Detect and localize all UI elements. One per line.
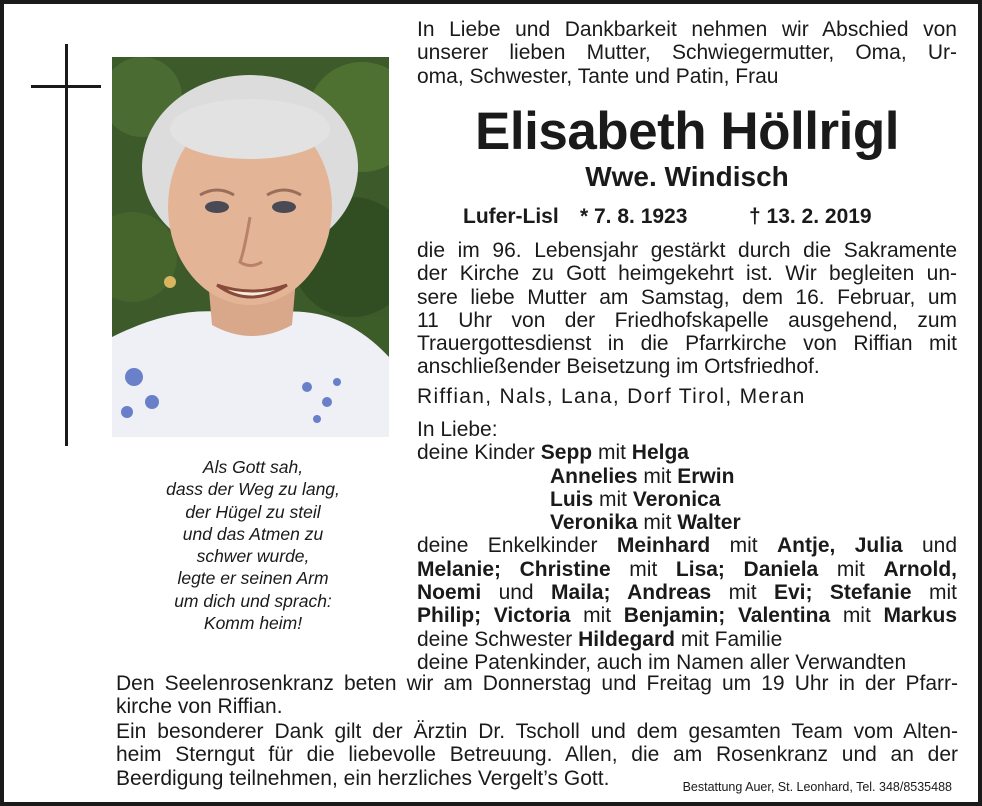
poem-line: und das Atmen zu [182, 523, 324, 544]
connector: mit [728, 581, 757, 605]
poem-line: schwer wurde, [196, 546, 310, 567]
body-line: sere liebe Mutter am Samstag, dem 16. Februar, um [417, 285, 957, 309]
partner-name: Veronica [632, 487, 721, 511]
connector: mit [643, 464, 672, 488]
kinder-row [417, 465, 957, 488]
connector: mit [597, 441, 626, 465]
grandchild-name: Noemi [417, 581, 482, 605]
kinder-row [417, 441, 957, 464]
enkel-row [417, 534, 957, 557]
mourners-list [417, 418, 957, 674]
paten-row: deine Patenkinder, auch im Namen aller Verwandten [417, 650, 907, 674]
rosenkranz-line: kirche von Riffian. [116, 695, 283, 719]
poem-line: dass der Weg zu lang, [166, 479, 340, 500]
child-name: Sepp [540, 441, 593, 465]
child-name: Veronika [550, 511, 638, 535]
partner-name: Walter [677, 511, 741, 535]
partner-name: Erwin [677, 464, 735, 488]
thanks-line: heim Sterngut für die liebevolle Betreuung. Allen, die am Rosenkranz und an der [116, 743, 958, 767]
in-liebe-heading: In Liebe: [417, 418, 498, 441]
death-date: † 13. 2. 2019 [749, 205, 872, 228]
sister-name: Hildegard [578, 627, 675, 651]
grandchild-name: Philip; Victoria [417, 604, 571, 628]
poem-line: der Hügel zu steil [185, 501, 321, 522]
portrait-illustration [112, 57, 389, 437]
connector: und [498, 581, 534, 605]
places: Riffian, Nals, Lana, Dorf Tirol, Meran [417, 385, 806, 408]
connector: mit [729, 534, 758, 558]
connector: mit [643, 511, 672, 535]
enkel-row [417, 558, 957, 581]
thanks-line: Beerdigung teilnehmen, ein herzliches Vergelt’s Gott. [116, 766, 610, 790]
enkel-prefix: deine Enkelkinder [417, 534, 598, 558]
rosenkranz-line: Den Seelenrosenkranz beten wir am Donnerstag und Freitag um 19 Uhr in der Pfarr- [116, 672, 958, 695]
enkel-row [417, 581, 957, 604]
rosenkranz-text [116, 672, 958, 719]
child-name: Annelies [550, 464, 638, 488]
grandchild-name: Melanie; Christine [417, 557, 611, 581]
body-line: der Kirche zu Gott heimgekehrt ist. Wir begleiten un- [417, 262, 957, 286]
birth-date: * 7. 8. 1923 [580, 205, 688, 228]
partner-name: Antje, Julia [777, 534, 903, 558]
body-line: Trauergottesdienst in die Pfarrkirche von Riffian mit [417, 332, 957, 356]
connector: und [921, 534, 958, 558]
body-line: anschließender Beisetzung im Ortsfriedhof. [417, 355, 820, 379]
schwester-row [417, 628, 957, 651]
thanks-line: Ein besonderer Dank gilt der Ärztin Dr. Tscholl und dem gesamten Team vom Alten- [116, 720, 958, 743]
enkel-row [417, 604, 957, 627]
deceased-subname: Wwe. Windisch [585, 161, 789, 192]
intro-line: In Liebe und Dankbarkeit nehmen wir Abschied von [417, 18, 957, 41]
kinder-row [417, 511, 957, 534]
kinder-prefix: deine Kinder [417, 441, 535, 465]
grandchild-name: Meinhard [616, 534, 711, 558]
partner-name: Arnold, [883, 557, 957, 581]
partner-name: Markus [883, 604, 957, 628]
grandchild-name: Lisa; Daniela [675, 557, 819, 581]
child-name: Luis [550, 487, 594, 511]
cross-icon-bar [31, 85, 101, 88]
intro-line: unserer lieben Mutter, Schwiegermutter, Oma, Ur- [417, 41, 957, 65]
connector: mit [836, 557, 865, 581]
schwester-suffix: mit Familie [680, 627, 783, 651]
grandchild-name: Evi; Stefanie [773, 581, 912, 605]
poem-line: um dich und sprach: [174, 590, 332, 611]
poem-line: Als Gott sah, [202, 457, 304, 477]
announcement-body [417, 239, 957, 379]
schwester-prefix: deine Schwester [417, 627, 573, 651]
nickname: Lufer-Lisl [463, 205, 559, 228]
grandchild-name: Maila; Andreas [551, 581, 712, 605]
cross-icon [65, 44, 68, 446]
partner-name: Helga [631, 441, 689, 465]
connector: mit [928, 581, 957, 605]
connector: mit [842, 604, 871, 628]
body-line: 11 Uhr von der Friedhofskapelle ausgehend, zum [417, 308, 957, 332]
intro-text [417, 18, 957, 88]
grandchild-name: Benjamin; Valentina [623, 604, 831, 628]
body-line: die im 96. Lebensjahr gestärkt durch die Sakramente [417, 239, 957, 262]
funeral-home-credit: Bestattung Auer, St. Leonhard, Tel. 348/8535488 [682, 780, 952, 794]
connector: mit [629, 557, 658, 581]
connector: mit [583, 604, 612, 628]
connector: mit [599, 487, 628, 511]
poem-line: legte er seinen Arm [177, 568, 329, 589]
kinder-row [417, 488, 957, 511]
portrait-photo [112, 57, 389, 437]
poem-line: Komm heim! [203, 613, 303, 634]
poem [134, 456, 372, 634]
deceased-name: Elisabeth Höllrigl [475, 102, 899, 161]
intro-line: oma, Schwester, Tante und Patin, Frau [417, 64, 779, 88]
